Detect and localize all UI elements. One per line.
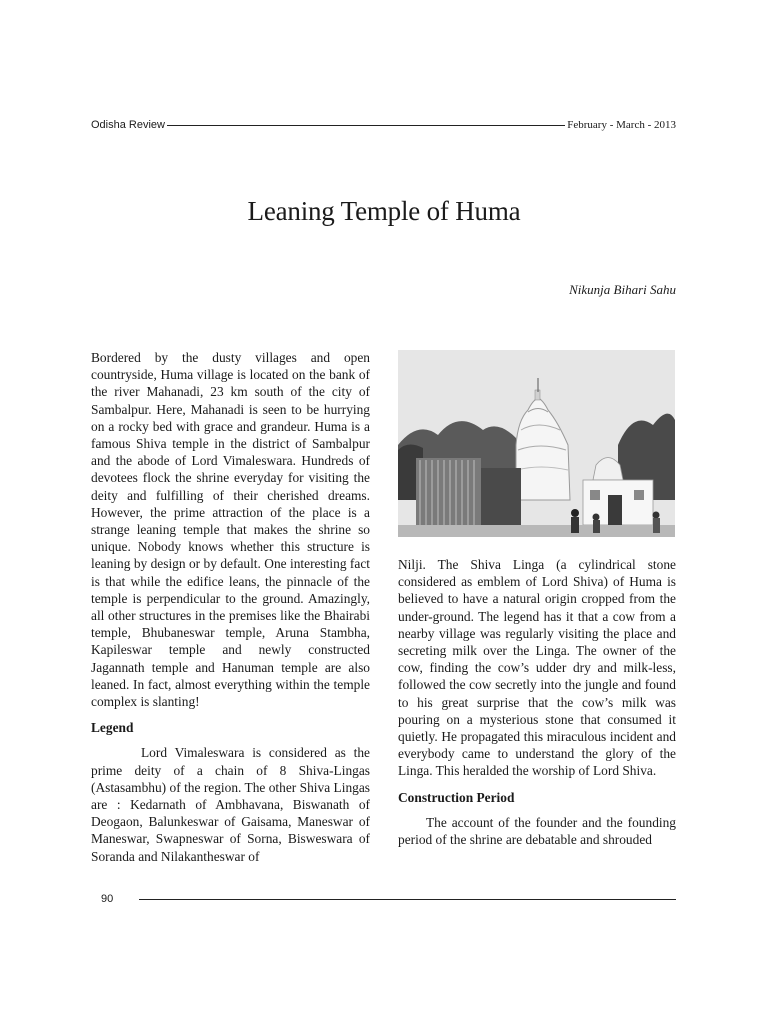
article-title: Leaning Temple of Huma	[247, 196, 521, 226]
construction-paragraph-1: The account of the founder and the founding period of the shrine are debatable and shrouded	[398, 814, 676, 848]
legend-paragraph-2: Nilji. The Shiva Linga (a cylindrical stone considered as emblem of Lord Shiva) of Huma is believed to have a natural origin cropped from the under-ground. The legend has it that a cow from a nearby village was regularly visiting the place and secreting milk over the Linga. The owner of the cow, finding the cow’s udder dry and milk-less, followed the cow secretly into the jungle and found to his great surprise that the cow’s milk was pouring on a mysterious stone that consumed it quietly. He propagated this miraculous incident and everybody came to understand the glory of the Linga. This heralded the worship of Lord Shiva.	[398, 557, 676, 779]
page-number: 90	[101, 893, 114, 905]
construction-heading: Construction Period	[398, 789, 515, 805]
intro-paragraph: Bordered by the dusty villages and open countryside, Huma village is located on the bank of the river Mahanadi, 23 km south of the city of Sambalpur. Here, Mahanadi is seen to be hurrying on a rocky bed with grace and grandeur. Huma is a famous Shiva temple in the district of Sambalpur and the abode of Lord Vimaleswara. Hundreds of devotees flock the shrine everyday for visiting the deity and fulfilling of their cherished dreams. However, the prime attraction of the place is a strange leaning temple that makes the shrine so unique. Nobody knows whether this structure is leaning by design or by default. One interesting fact is that while the edifice leans, the pinnacle of the temple is perpendicular to the ground. Amazingly, all other structures in the premises like the Bhairabi temple, Bhubaneswar temple, Aruna Stambha, Kapileswar temple and newly constructed Jagannath temple and Hanuman temple are also leaned. In fact, almost everything within the temple complex is slanting!	[91, 350, 370, 710]
footer-rule	[139, 899, 676, 900]
legend-heading: Legend	[91, 720, 134, 736]
page-footer	[91, 891, 676, 907]
legend-paragraph-1: Lord Vimaleswara is considered as the prime deity of a chain of 8 Shiva-Lingas (Astasambhu) of the region. The other Shiva Lingas are : Kedarnath of Ambhavana, Biswanath of Deogaon, Balunkeswar of Gaisama, Maneswar of Maneswar, Swapneswar of Sorna, Bisweswara of Soranda and Nilakantheswar of	[91, 745, 370, 864]
article-author: Nikunja Bihari Sahu	[569, 282, 676, 297]
left-column	[91, 349, 370, 865]
journal-name: Odisha Review	[91, 119, 165, 131]
right-column	[398, 556, 676, 848]
temple-photo	[398, 350, 675, 537]
temple-photo-illustration	[398, 350, 675, 537]
header-rule	[167, 125, 565, 126]
running-header	[91, 116, 676, 134]
issue-date: February - March - 2013	[567, 119, 676, 131]
